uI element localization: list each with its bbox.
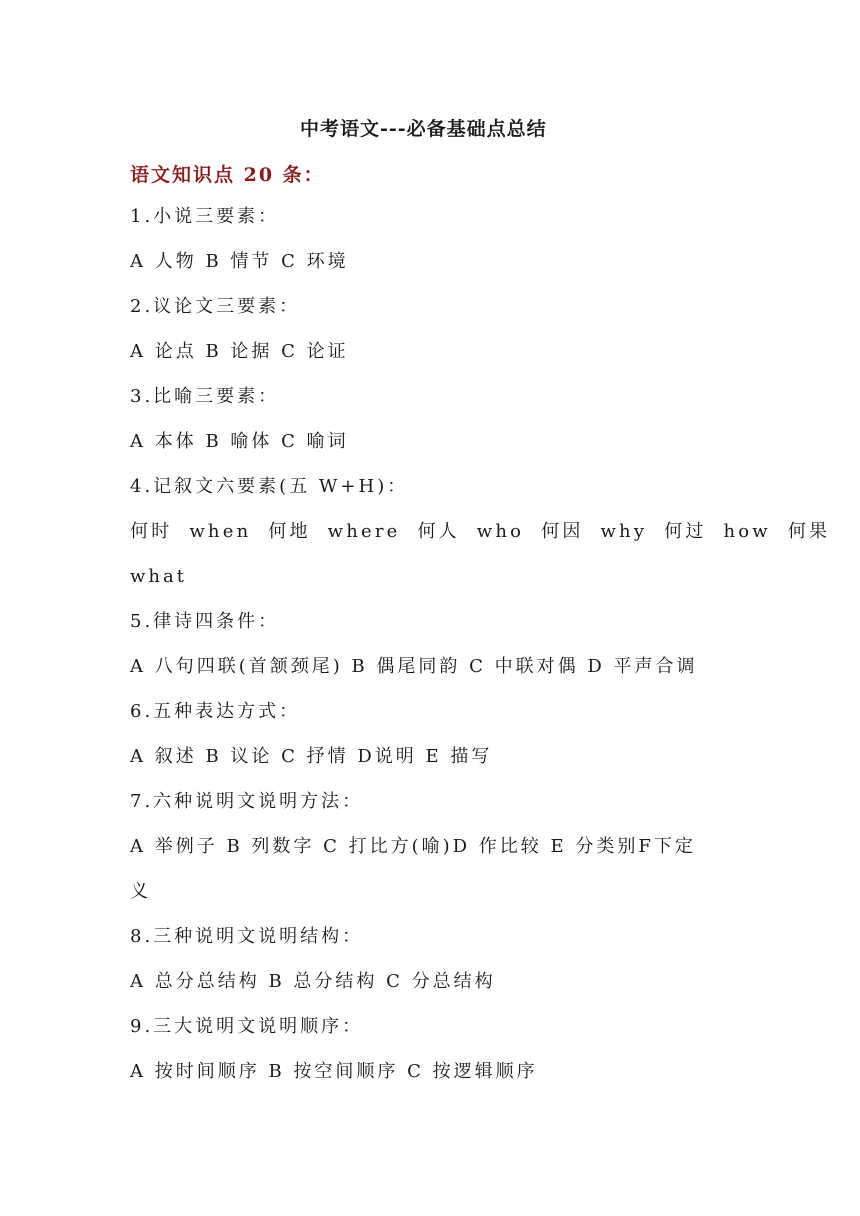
list-item: A 举例子 B 列数字 C 打比方(喻)D 作比较 E 分类别F下定 [130,836,696,857]
list-item: A 八句四联(首颔颈尾) B 偶尾同韵 C 中联对偶 D 平声合调 [130,656,698,677]
page-title: 中考语文---必备基础点总结 [300,118,547,140]
list-item: 3.比喻三要素： [130,386,280,407]
section-heading: 语文知识点 20 条： [130,164,325,186]
list-item: 4.记叙文六要素(五 W+H)： [130,476,409,497]
list-item: A 本体 B 喻体 C 喻词 [130,431,349,452]
list-item: A 总分总结构 B 总分结构 C 分总结构 [130,971,496,992]
list-item: 5.律诗四条件： [130,611,280,632]
list-item: 2.议论文三要素： [130,296,301,317]
list-item: 8.三种说明文说明结构： [130,926,364,947]
list-item: 义 [130,881,151,902]
list-item: A 论点 B 论据 C 论证 [130,341,349,362]
list-item: 1.小说三要素： [130,206,280,227]
list-item: 9.三大说明文说明顺序： [130,1016,364,1037]
list-item: A 叙述 B 议论 C 抒情 D说明 E 描写 [130,746,493,767]
list-item: A 按时间顺序 B 按空间顺序 C 按逻辑顺序 [130,1061,538,1082]
list-item: 6.五种表达方式： [130,701,301,722]
list-item: 何时 when 何地 where 何人 who 何因 why 何过 how 何果 [130,521,831,542]
list-item: what [130,566,187,587]
list-item: 7.六种说明文说明方法： [130,791,364,812]
list-item: A 人物 B 情节 C 环境 [130,251,349,272]
